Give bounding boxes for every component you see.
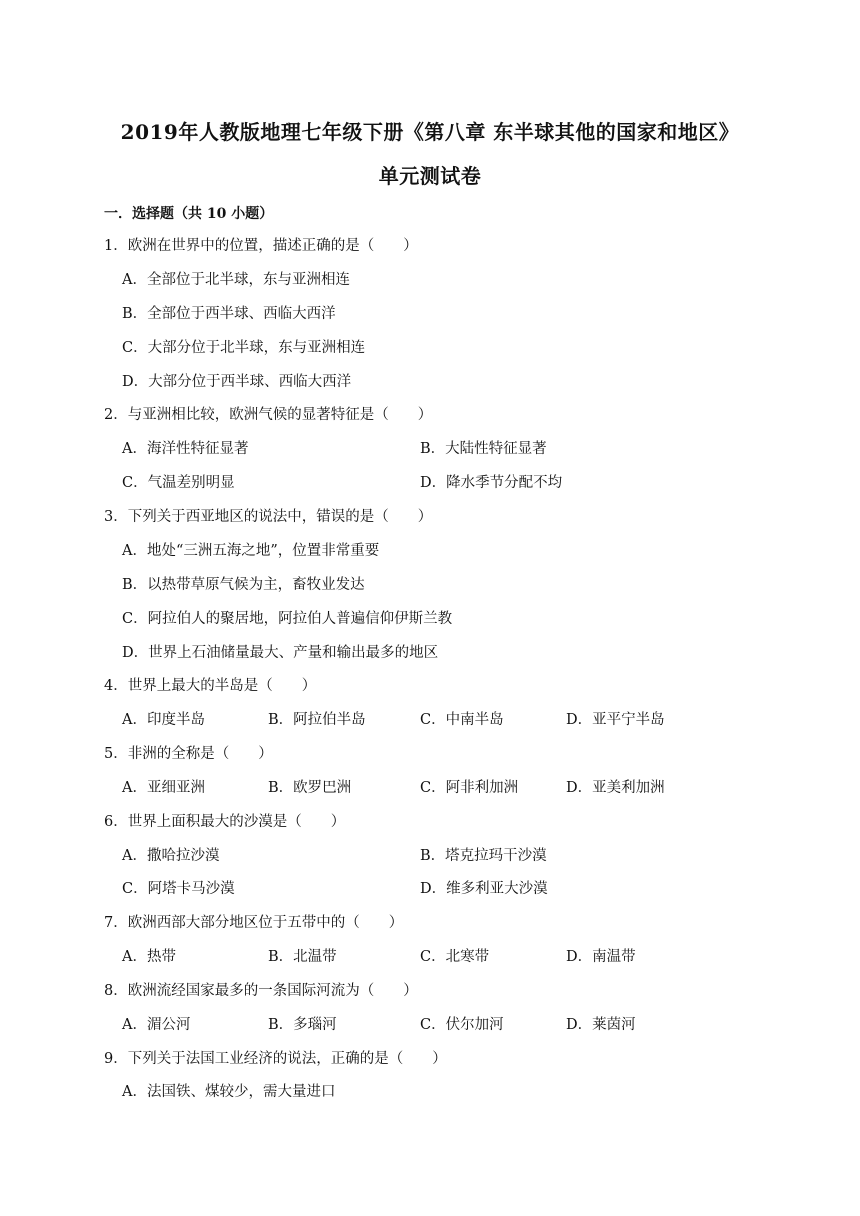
question-5-stem: 5．非洲的全称是（ ） xyxy=(104,746,273,762)
question-9-stem: 9．下列关于法国工业经济的说法，正确的是（ ） xyxy=(104,1051,447,1067)
question-1-option-d: D．大部分位于西半球、西临大西洋 xyxy=(122,374,352,390)
question-8-option-b: B．多瑙河 xyxy=(268,1017,337,1033)
question-8-option-d: D．莱茵河 xyxy=(566,1017,636,1033)
question-6-option-b: B．塔克拉玛干沙漠 xyxy=(420,848,547,864)
question-7-option-c: C．北寒带 xyxy=(420,949,490,965)
question-3-option-b: B．以热带草原气候为主，畜牧业发达 xyxy=(122,577,365,593)
question-1-option-a: A．全部位于北半球，东与亚洲相连 xyxy=(122,272,350,288)
question-1-option-c: C．大部分位于北半球，东与亚洲相连 xyxy=(122,340,366,356)
question-3-option-d: D．世界上石油储量最大、产量和输出最多的地区 xyxy=(122,645,439,661)
section-heading: 一．选择题（共 10 小题） xyxy=(104,206,274,222)
question-5-option-a: A．亚细亚洲 xyxy=(122,780,205,796)
question-5-option-c: C．阿非利加洲 xyxy=(420,780,519,796)
question-5-option-b: B．欧罗巴洲 xyxy=(268,780,352,796)
question-3-option-a: A．地处“三洲五海之地”，位置非常重要 xyxy=(122,543,380,559)
question-5-option-d: D．亚美利加洲 xyxy=(566,780,665,796)
question-2-option-b: B．大陆性特征显著 xyxy=(420,441,547,457)
question-4-option-c: C．中南半岛 xyxy=(420,712,504,728)
question-7-option-a: A．热带 xyxy=(122,949,176,965)
question-2-stem: 2．与亚洲相比较，欧洲气候的显著特征是（ ） xyxy=(104,407,433,423)
question-6-option-d: D．维多利亚大沙漠 xyxy=(420,881,548,897)
question-6-stem: 6．世界上面积最大的沙漠是（ ） xyxy=(104,814,346,830)
question-4-stem: 4．世界上最大的半岛是（ ） xyxy=(104,678,317,694)
question-8-option-a: A．湄公河 xyxy=(122,1017,191,1033)
question-7-option-d: D．南温带 xyxy=(566,949,636,965)
question-1-stem: 1．欧洲在世界中的位置，描述正确的是（ ） xyxy=(104,238,418,254)
exam-title-line1: 2019年人教版地理七年级下册《第八章 东半球其他的国家和地区》 xyxy=(120,120,740,144)
question-9-option-a: A．法国铁、煤较少，需大量进口 xyxy=(122,1084,336,1100)
question-6-option-c: C．阿塔卡马沙漠 xyxy=(122,881,235,897)
question-2-option-d: D．降水季节分配不均 xyxy=(420,475,563,491)
question-4-option-a: A．印度半岛 xyxy=(122,712,205,728)
question-8-option-c: C．伏尔加河 xyxy=(420,1017,504,1033)
question-4-option-b: B．阿拉伯半岛 xyxy=(268,712,366,728)
question-4-option-d: D．亚平宁半岛 xyxy=(566,712,665,728)
question-7-stem: 7．欧洲西部大部分地区位于五带中的（ ） xyxy=(104,915,404,931)
question-2-option-a: A．海洋性特征显著 xyxy=(122,441,249,457)
question-2-option-c: C．气温差别明显 xyxy=(122,475,235,491)
question-3-option-c: C．阿拉伯人的聚居地，阿拉伯人普遍信仰伊斯兰教 xyxy=(122,611,453,627)
question-7-option-b: B．北温带 xyxy=(268,949,337,965)
question-3-stem: 3．下列关于西亚地区的说法中，错误的是（ ） xyxy=(104,509,433,525)
question-1-option-b: B．全部位于西半球、西临大西洋 xyxy=(122,306,336,322)
question-6-option-a: A．撒哈拉沙漠 xyxy=(122,848,220,864)
question-8-stem: 8．欧洲流经国家最多的一条国际河流为（ ） xyxy=(104,983,418,999)
exam-title-line2: 单元测试卷 xyxy=(378,164,482,188)
